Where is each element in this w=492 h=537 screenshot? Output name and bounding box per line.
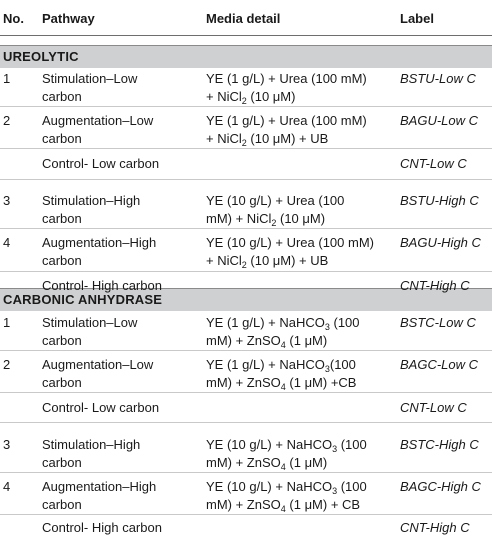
- row-pathway: Stimulation–Low carbon: [42, 71, 138, 104]
- row-label: CNT-High C: [400, 278, 470, 293]
- row-divider: [0, 179, 492, 180]
- row-pathway: Control- High carbon: [42, 520, 162, 535]
- row-divider: [0, 271, 492, 272]
- row-no: 1: [3, 315, 11, 330]
- row-divider: [0, 350, 492, 351]
- section-title: UREOLYTIC: [3, 49, 79, 64]
- row-divider: [0, 514, 492, 515]
- row-media-detail: YE (10 g/L) + NaHCO$_3$ (100 mM) + ZnSO$_4$ (1 μM): [206, 437, 367, 472]
- row-label: CNT-High C: [400, 520, 470, 535]
- row-media-detail: YE (1 g/L) + NaHCO$_3$(100 mM) + ZnSO$_4$ (1 μM) +CB: [206, 357, 357, 392]
- row-media-detail: YE (10 g/L) + NaHCO$_3$ (100 mM) + ZnSO$_4$ (1 μM) + CB: [206, 479, 367, 514]
- row-media-detail: YE (1 g/L) + NaHCO$_3$ (100 mM) + ZnSO$_4$ (1 μM): [206, 315, 360, 350]
- row-divider: [0, 148, 492, 149]
- section-ureolytic: [0, 45, 492, 68]
- row-divider: [0, 392, 492, 393]
- row-label: BAGC-Low C: [400, 357, 479, 372]
- header-label: Label: [400, 11, 434, 26]
- row-media-detail: YE (1 g/L) + Urea (100 mM) + NiCl$_2$ (10 μM): [206, 71, 367, 106]
- row-divider: [0, 472, 492, 473]
- row-no: 2: [3, 357, 11, 372]
- row-label: BSTU-Low C: [400, 71, 476, 86]
- row-pathway: Control- High carbon: [42, 278, 162, 293]
- header-media-detail: Media detail: [206, 11, 281, 26]
- row-no: 1: [3, 71, 11, 86]
- row-divider: [0, 228, 492, 229]
- row-no: 4: [3, 479, 11, 494]
- row-pathway: Augmentation–Low carbon: [42, 357, 154, 390]
- row-pathway: Augmentation–High carbon: [42, 479, 157, 512]
- row-divider: [0, 106, 492, 107]
- row-pathway: Augmentation–Low carbon: [42, 113, 154, 146]
- row-divider: [0, 422, 492, 423]
- row-no: 4: [3, 235, 11, 250]
- row-pathway: Augmentation–High carbon: [42, 235, 157, 268]
- row-label: CNT-Low C: [400, 156, 467, 171]
- row-pathway: Stimulation–High carbon: [42, 193, 141, 226]
- row-no: 3: [3, 193, 11, 208]
- header-rule: [0, 35, 492, 36]
- table-header: [0, 10, 492, 28]
- row-media-detail: YE (1 g/L) + Urea (100 mM) + NiCl$_2$ (10 μM) + UB: [206, 113, 367, 148]
- row-pathway: Stimulation–Low carbon: [42, 315, 138, 348]
- row-label: BSTC-Low C: [400, 315, 476, 330]
- section-title: CARBONIC ANHYDRASE: [3, 292, 163, 307]
- row-pathway: Control- Low carbon: [42, 400, 160, 415]
- row-label: BAGU-High C: [400, 235, 481, 250]
- row-media-detail: YE (10 g/L) + Urea (100 mM) + NiCl$_2$ (10 μM) + UB: [206, 235, 374, 270]
- row-label: BAGU-Low C: [400, 113, 479, 128]
- row-pathway: Control- Low carbon: [42, 156, 160, 171]
- row-no: 3: [3, 437, 11, 452]
- row-label: BSTC-High C: [400, 437, 479, 452]
- row-no: 2: [3, 113, 11, 128]
- row-label: CNT-Low C: [400, 400, 467, 415]
- row-media-detail: YE (10 g/L) + Urea (100 mM) + NiCl$_2$ (10 μM): [206, 193, 345, 228]
- header-no: No.: [3, 11, 24, 26]
- header-pathway: Pathway: [42, 11, 95, 26]
- row-label: BSTU-High C: [400, 193, 479, 208]
- row-label: BAGC-High C: [400, 479, 481, 494]
- row-pathway: Stimulation–High carbon: [42, 437, 141, 470]
